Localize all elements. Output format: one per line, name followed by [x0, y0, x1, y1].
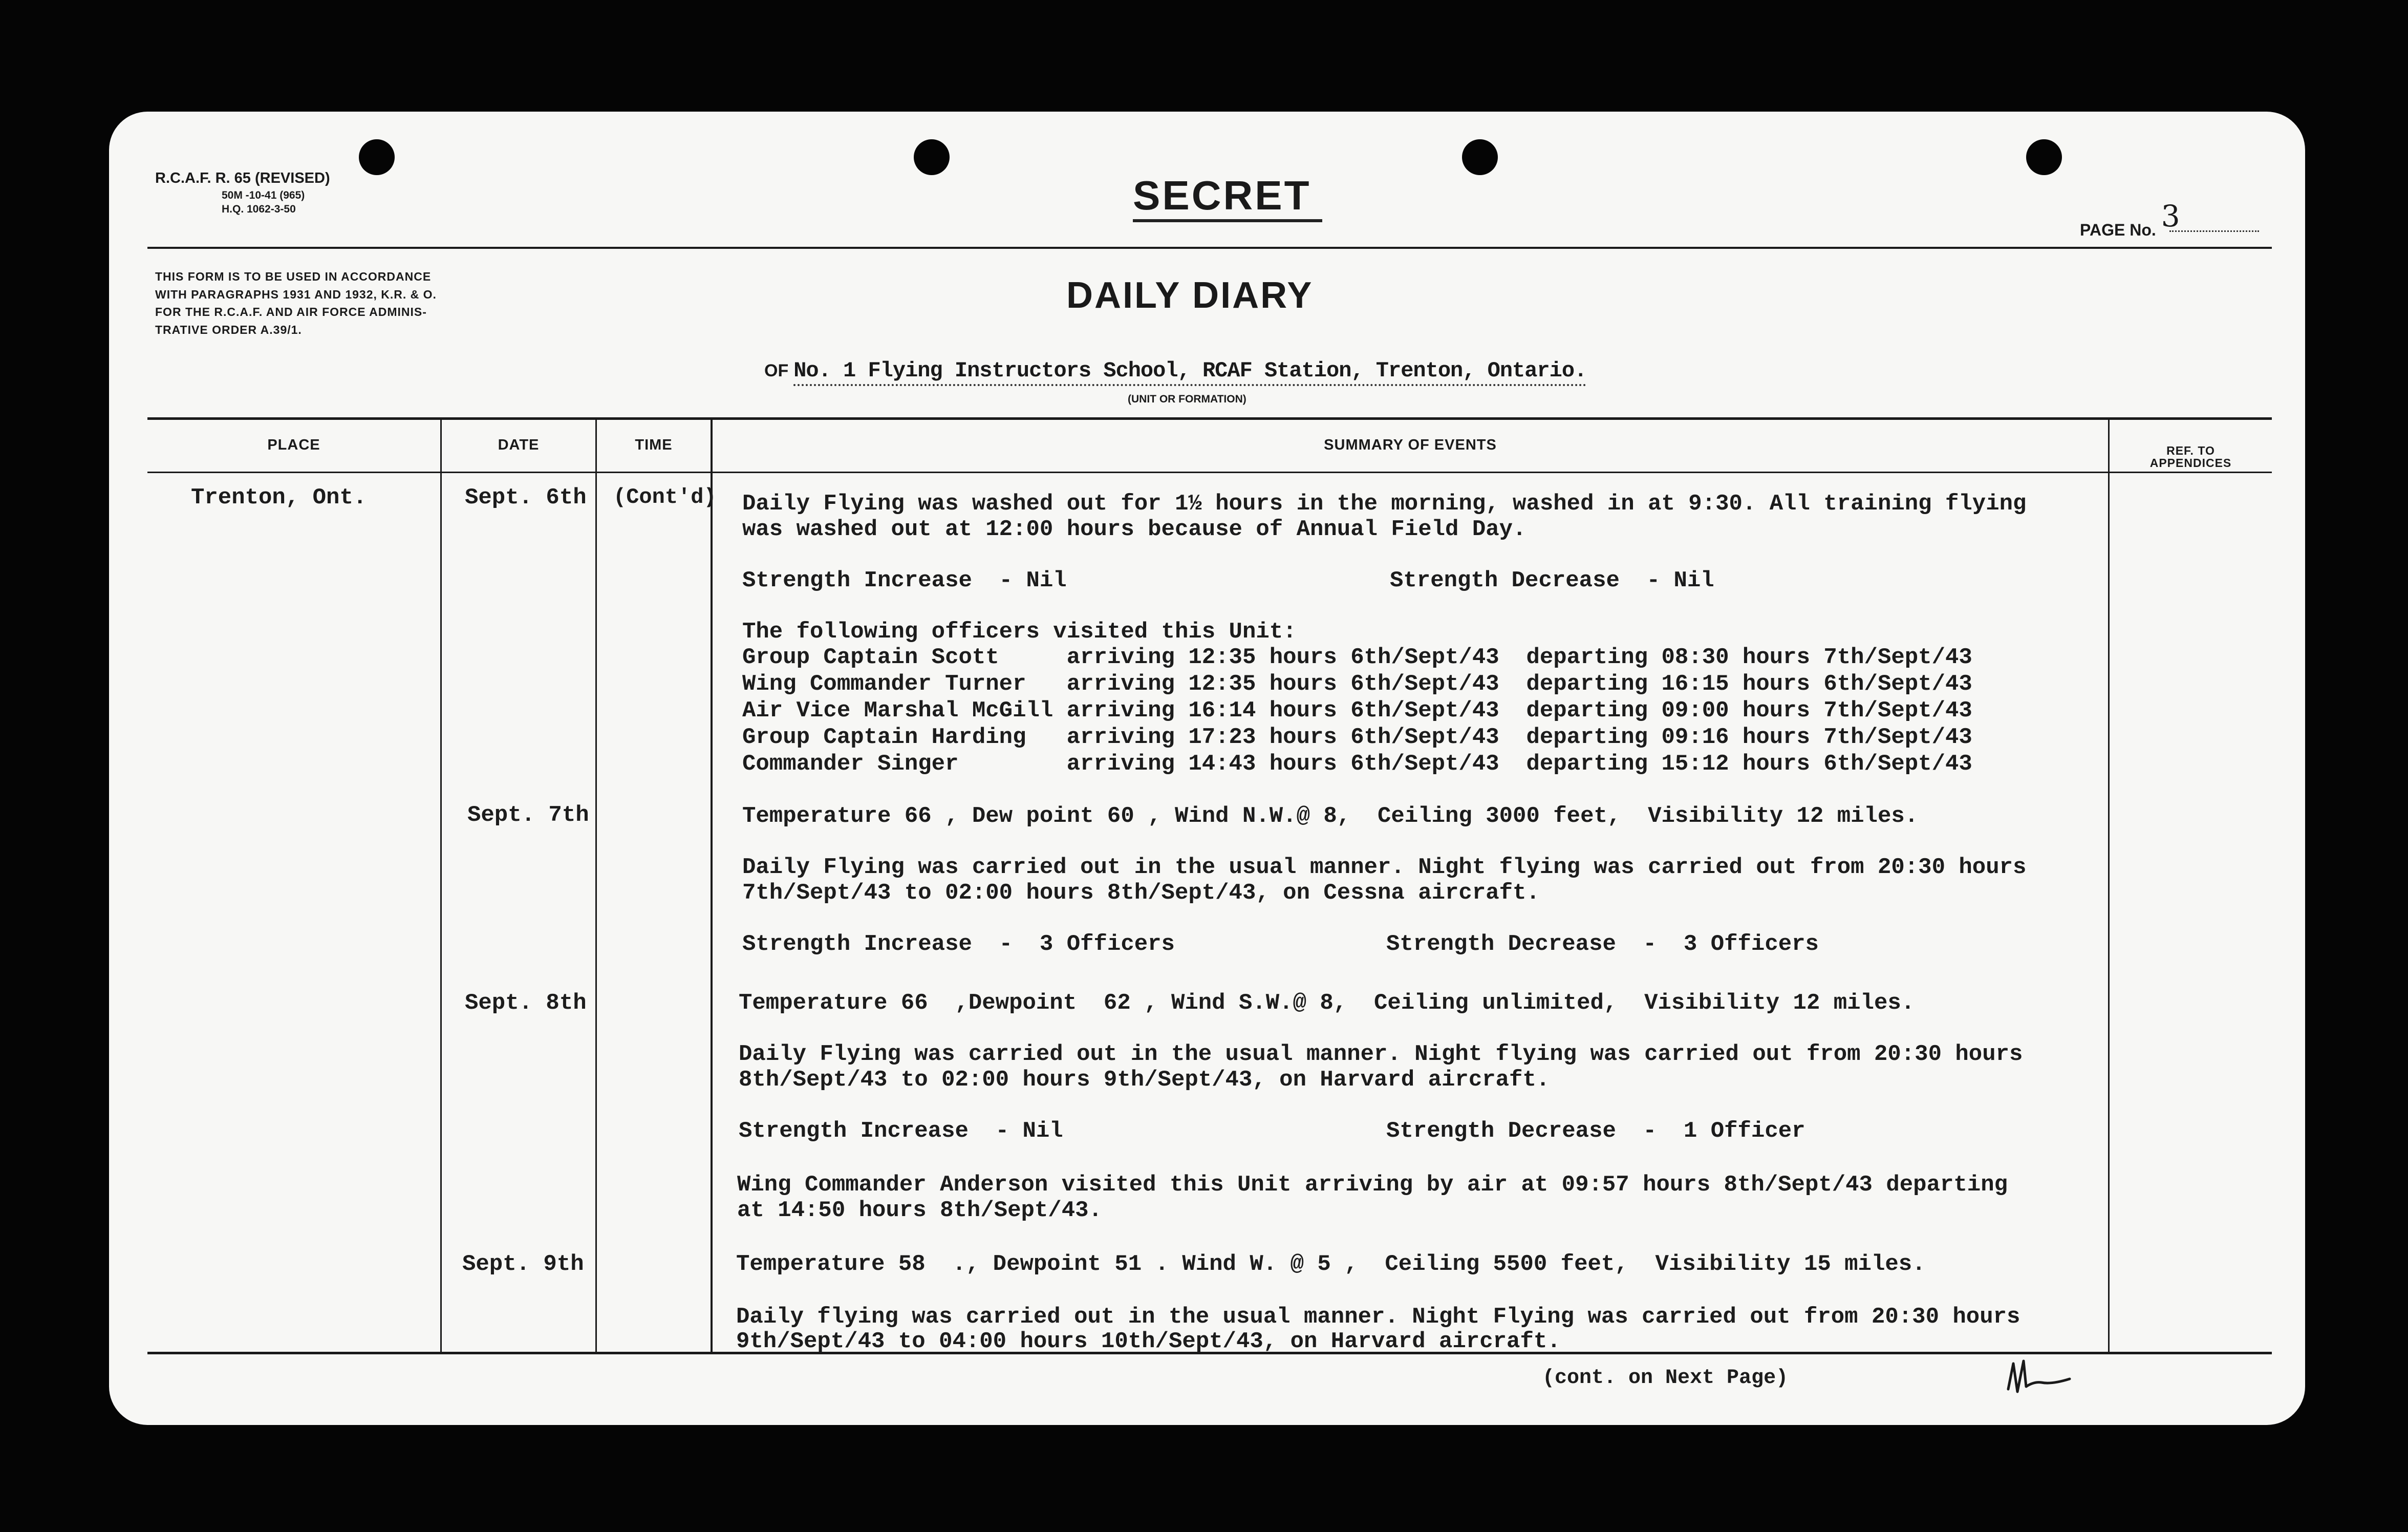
unit-name: No. 1 Flying Instructors School, RCAF Station, Trenton, Ontario. [793, 358, 1586, 386]
summary-line: Daily Flying was carried out in the usual manner. Night flying was carried out from 20:30 hours [739, 1041, 2023, 1067]
weather-line: Temperature 66 ,Dewpoint 62 , Wind S.W.@ 8, Ceiling unlimited, Visibility 12 miles. [739, 990, 1915, 1016]
ref-line: APPENDICES [2149, 456, 2232, 470]
column-header-time: TIME [635, 437, 673, 453]
strength-increase: Strength Increase - Nil [742, 568, 1067, 593]
page-label: PAGE No. [2080, 221, 2156, 239]
summary-line: Daily Flying was carried out in the usual manner. Night flying was carried out from 20:30 hours [742, 855, 2027, 880]
strength-decrease: Strength Decrease - 1 Officer [1386, 1118, 1805, 1144]
summary-line: 7th/Sept/43 to 02:00 hours 8th/Sept/43, on Cessna aircraft. [742, 880, 1540, 906]
column-divider [440, 417, 442, 1353]
date-entry: Sept. 8th [465, 990, 587, 1016]
date-entry: Sept. 7th [467, 802, 589, 828]
page-number-line [2169, 230, 2259, 232]
binder-hole [359, 139, 395, 175]
place-entry: Trenton, Ont. [191, 485, 367, 510]
form-id-text: R.C.A.F. R. 65 (REVISED) [155, 170, 330, 186]
page-title: DAILY DIARY [1066, 275, 1314, 316]
form-note-line: THIS FORM IS TO BE USED IN ACCORDANCE [155, 270, 432, 283]
summary-line: was washed out at 12:00 hours because of Annual Field Day. [742, 517, 1526, 542]
continuation-note: (cont. on Next Page) [1542, 1367, 1789, 1390]
form-identifier [155, 169, 330, 216]
strength-increase: Strength Increase - Nil [739, 1118, 1063, 1144]
classification-underline [1133, 219, 1322, 222]
classification-heading: SECRET [1133, 173, 1312, 218]
diary-sheet [109, 112, 2305, 1425]
form-print-line: 50M -10-41 (965) [222, 189, 305, 201]
header-rule [147, 247, 2272, 249]
binder-hole [2026, 139, 2062, 175]
form-note-line: WITH PARAGRAPHS 1931 AND 1932, K.R. & O. [155, 287, 437, 301]
summary-line: at 14:50 hours 8th/Sept/43. [737, 1198, 1102, 1223]
form-note-line: FOR THE R.C.A.F. AND AIR FORCE ADMINIS- [155, 305, 427, 318]
of-label: OF [764, 361, 789, 380]
page-number: 3 [2161, 199, 2180, 233]
strength-increase: Strength Increase - 3 Officers [742, 931, 1175, 957]
summary-line: 8th/Sept/43 to 02:00 hours 9th/Sept/43, on Harvard aircraft. [739, 1067, 1550, 1093]
form-instructions [155, 268, 437, 338]
column-header-appendices [2110, 444, 2272, 469]
summary-line: Daily flying was carried out in the usual manner. Night Flying was carried out from 20:30 hours [736, 1304, 2020, 1330]
unit-row [764, 358, 1586, 383]
column-header-date: DATE [498, 437, 540, 453]
handwritten-initials [2003, 1351, 2080, 1402]
ref-line: REF. TO [2166, 444, 2215, 457]
visitors-heading: The following officers visited this Unit: [742, 619, 1297, 645]
visitor-line: Air Vice Marshal McGill arriving 16:14 hours 6th/Sept/43 departing 09:00 hours 7th/Sept/43 [742, 698, 1972, 724]
date-entry: Sept. 9th [462, 1251, 584, 1277]
visitor-line: Wing Commander Turner arriving 12:35 hours 6th/Sept/43 departing 16:15 hours 6th/Sept/43 [742, 671, 1972, 697]
time-entry: (Cont'd) [613, 485, 717, 509]
column-header-rule [147, 472, 2272, 473]
weather-line: Temperature 58 ., Dewpoint 51 . Wind W. @ 5 , Ceiling 5500 feet, Visibility 15 miles. [736, 1251, 1926, 1277]
strength-decrease: Strength Decrease - 3 Officers [1386, 931, 1819, 957]
column-divider [2108, 417, 2110, 1353]
date-entry: Sept. 6th [465, 485, 587, 510]
weather-line: Temperature 66 , Dew point 60 , Wind N.W.@ 8, Ceiling 3000 feet, Visibility 12 miles. [742, 803, 1919, 829]
column-header-place: PLACE [267, 437, 320, 453]
summary-line: 9th/Sept/43 to 04:00 hours 10th/Sept/43, on Harvard aircraft. [736, 1329, 1561, 1354]
summary-line: Wing Commander Anderson visited this Unit arriving by air at 09:57 hours 8th/Sept/43 departing [737, 1172, 2008, 1198]
column-header-summary: SUMMARY OF EVENTS [1324, 437, 1497, 453]
form-print-line: H.Q. 1062-3-50 [222, 203, 296, 215]
visitor-line: Group Captain Harding arriving 17:23 hours 6th/Sept/43 departing 09:16 hours 7th/Sept/43 [742, 725, 1972, 750]
binder-hole [914, 139, 950, 175]
summary-line: Daily Flying was washed out for 1½ hours in the morning, washed in at 9:30. All training flying [742, 491, 2027, 517]
column-divider [595, 417, 597, 1353]
binder-hole [1462, 139, 1498, 175]
table-top-rule [147, 417, 2272, 420]
strength-decrease: Strength Decrease - Nil [1390, 568, 1714, 593]
visitor-line: Commander Singer arriving 14:43 hours 6th/Sept/43 departing 15:12 hours 6th/Sept/43 [742, 751, 1972, 777]
unit-caption: (UNIT OR FORMATION) [1128, 393, 1246, 405]
visitor-line: Group Captain Scott arriving 12:35 hours 6th/Sept/43 departing 08:30 hours 7th/Sept/43 [742, 645, 1972, 670]
page-number-field [2080, 199, 2180, 243]
column-divider [711, 417, 713, 1353]
form-note-line: TRATIVE ORDER A.39/1. [155, 323, 302, 336]
